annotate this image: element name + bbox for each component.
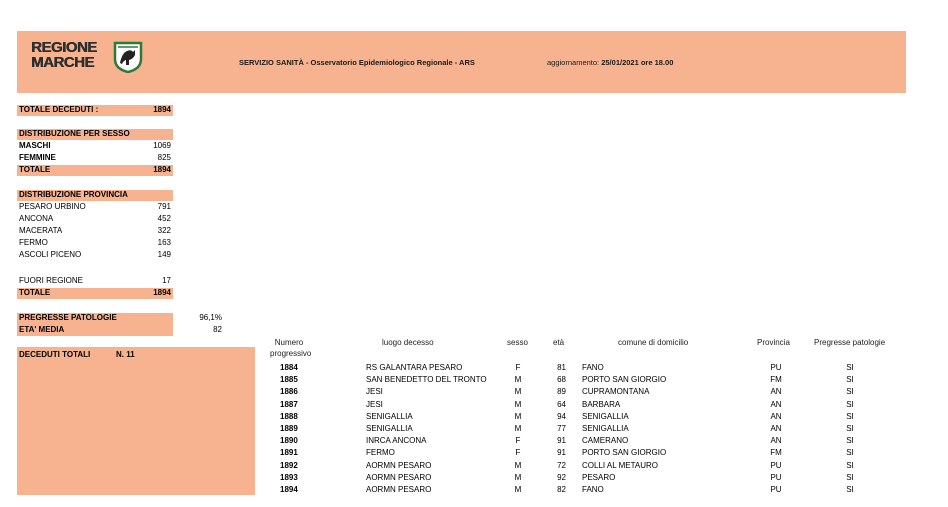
- deceduti-totali-count: N. 11: [116, 350, 135, 359]
- table-row: [250, 399, 910, 411]
- cell-sesso: F: [515, 448, 521, 458]
- provincia-total-value: 1894: [153, 288, 171, 297]
- provincia-row: [17, 214, 173, 225]
- cell-comune: PORTO SAN GIORGIO: [582, 448, 667, 458]
- cell-eta: 91: [557, 436, 566, 446]
- totale-deceduti-label: TOTALE DECEDUTI :: [19, 105, 99, 114]
- cell-comune: PORTO SAN GIORGIO: [582, 375, 667, 385]
- col-header-provincia: Provincia: [757, 338, 790, 347]
- provincia-label: ASCOLI PICENO: [19, 250, 82, 259]
- cell-sesso: M: [514, 375, 522, 385]
- cell-patologie: SI: [846, 460, 854, 470]
- provincia-row: [17, 202, 173, 213]
- cell-sesso: F: [515, 436, 521, 446]
- cell-luogo: SAN BENEDETTO DEL TRONTO: [366, 375, 487, 385]
- cell-sesso: F: [515, 363, 521, 372]
- sesso-title: DISTRIBUZIONE PER SESSO: [19, 129, 130, 138]
- col-header-sesso: sesso: [507, 338, 528, 347]
- cell-eta: 89: [557, 387, 566, 397]
- totale-deceduti-row: [17, 105, 173, 116]
- cell-luogo: SENIGALLIA: [366, 424, 413, 433]
- provincia-row: [17, 226, 173, 237]
- cell-provincia: PU: [770, 472, 782, 482]
- cell-sesso: M: [514, 472, 522, 482]
- cell-comune: CUPRAMONTANA: [582, 387, 650, 397]
- cell-luogo: AORMN PESARO: [366, 460, 432, 470]
- table-row: [250, 374, 910, 386]
- deceduti-totali-label: DECEDUTI TOTALI: [19, 350, 91, 359]
- fuori-regione-row: [17, 276, 173, 287]
- cell-sesso: M: [514, 411, 522, 421]
- cell-provincia: PU: [770, 460, 782, 470]
- patologie-label: PREGRESSE PATOLOGIE: [19, 313, 117, 322]
- cell-luogo: SENIGALLIA: [366, 411, 413, 421]
- cell-numero: 1893: [280, 472, 298, 482]
- cell-comune: FANO: [582, 485, 604, 494]
- provincia-label: ANCONA: [19, 214, 54, 223]
- provincia-row: [17, 238, 173, 249]
- sesso-total-row: [17, 165, 173, 176]
- cell-comune: COLLI AL METAURO: [582, 460, 659, 470]
- update-info: [547, 58, 673, 67]
- cell-provincia: AN: [770, 399, 782, 409]
- cell-patologie: SI: [846, 375, 854, 385]
- cell-numero: 1889: [280, 424, 298, 433]
- sesso-value: 825: [157, 153, 171, 162]
- table-row: [250, 460, 910, 472]
- table-row: [250, 435, 910, 447]
- sesso-value: 1069: [153, 141, 171, 150]
- header-banner: [17, 31, 906, 93]
- col-header-numero: [270, 337, 312, 359]
- logo-line-2: MARCHE: [31, 54, 94, 71]
- cell-provincia: PU: [770, 485, 782, 494]
- cell-luogo: FERMO: [366, 448, 395, 458]
- cell-numero: 1885: [280, 375, 298, 385]
- cell-luogo: RS GALANTARA PESARO: [366, 363, 463, 372]
- provincia-row: [17, 250, 173, 261]
- table-row: [250, 447, 910, 459]
- cell-eta: 81: [557, 363, 566, 372]
- cell-provincia: AN: [770, 411, 782, 421]
- cell-numero: 1894: [280, 485, 298, 494]
- cell-sesso: M: [514, 485, 522, 494]
- cell-numero: 1892: [280, 460, 298, 470]
- provincia-total-row: [17, 288, 173, 299]
- provincia-value: 452: [157, 214, 171, 223]
- cell-sesso: M: [514, 387, 522, 397]
- cell-numero: 1888: [280, 411, 298, 421]
- table-row: [250, 386, 910, 398]
- update-value: 25/01/2021 ore 18.00: [601, 58, 674, 67]
- cell-comune: PESARO: [582, 472, 616, 482]
- cell-patologie: SI: [846, 436, 854, 446]
- deceduti-totali-box: [17, 347, 255, 495]
- provincia-value: 149: [157, 250, 171, 259]
- cell-eta: 77: [557, 424, 566, 433]
- update-label: aggiornamento:: [547, 58, 600, 67]
- cell-comune: BARBARA: [582, 399, 621, 409]
- cell-provincia: FM: [770, 375, 782, 385]
- table-row: [250, 472, 910, 484]
- cell-patologie: SI: [846, 448, 854, 458]
- cell-patologie: SI: [846, 472, 854, 482]
- cell-eta: 68: [557, 375, 566, 385]
- cell-luogo: AORMN PESARO: [366, 472, 432, 482]
- cell-patologie: SI: [846, 363, 854, 372]
- cell-numero: 1886: [280, 387, 298, 397]
- regione-marche-logo: [31, 40, 97, 70]
- col-header-eta: età: [553, 338, 565, 347]
- provincia-title: DISTRIBUZIONE PROVINCIA: [19, 190, 128, 199]
- col-header-luogo: luogo decesso: [382, 338, 434, 347]
- sesso-total-value: 1894: [153, 165, 171, 174]
- cell-comune: FANO: [582, 363, 604, 372]
- cell-luogo: JESI: [366, 399, 383, 409]
- cell-eta: 94: [557, 411, 566, 421]
- cell-numero: 1890: [280, 436, 298, 446]
- provincia-total-label: TOTALE: [19, 288, 51, 297]
- fuori-regione-label: FUORI REGIONE: [19, 276, 84, 285]
- eta-media-label: ETA' MEDIA: [19, 325, 65, 334]
- cell-eta: 72: [557, 460, 566, 470]
- sesso-label: MASCHI: [19, 141, 51, 150]
- patologie-value: 96,1%: [199, 313, 222, 322]
- table-row: [250, 362, 910, 374]
- sesso-row: [17, 153, 173, 164]
- cell-provincia: PU: [770, 363, 782, 372]
- sesso-total-label: TOTALE: [19, 165, 51, 174]
- cell-patologie: SI: [846, 411, 854, 421]
- cell-sesso: M: [514, 460, 522, 470]
- cell-comune: CAMERANO: [582, 436, 629, 446]
- cell-sesso: M: [514, 424, 522, 433]
- table-row: [250, 484, 910, 496]
- cell-provincia: AN: [770, 424, 782, 433]
- cell-comune: SENIGALLIA: [582, 411, 629, 421]
- marche-emblem-icon: [113, 41, 143, 73]
- provincia-label: FERMO: [19, 238, 48, 247]
- table-row: [250, 411, 910, 423]
- eta-media-value: 82: [213, 325, 222, 334]
- table-row: [250, 423, 910, 435]
- cell-patologie: SI: [846, 424, 854, 433]
- col-header-comune: comune di domicilio: [618, 338, 689, 347]
- cell-sesso: M: [514, 399, 522, 409]
- cell-comune: SENIGALLIA: [582, 424, 629, 433]
- sesso-row: [17, 141, 173, 152]
- fuori-regione-value: 17: [162, 276, 171, 285]
- col-header-numero-line1: Numero: [274, 338, 304, 347]
- cell-numero: 1891: [280, 448, 298, 458]
- cell-eta: 64: [557, 399, 566, 409]
- provincia-value: 791: [157, 202, 171, 211]
- cell-numero: 1887: [280, 399, 298, 409]
- cell-eta: 92: [557, 472, 566, 482]
- logo-line-1: REGIONE: [31, 39, 97, 56]
- cell-eta: 82: [557, 485, 566, 494]
- provincia-label: PESARO URBINO: [19, 202, 86, 211]
- cell-numero: 1884: [280, 363, 298, 372]
- provincia-label: MACERATA: [19, 226, 63, 235]
- sesso-title-row: [17, 129, 173, 140]
- cell-eta: 91: [557, 448, 566, 458]
- provincia-value: 163: [157, 238, 171, 247]
- cell-patologie: SI: [846, 399, 854, 409]
- provincia-title-row: [17, 190, 173, 201]
- header-title: SERVIZIO SANITÀ - Osservatorio Epidemiologico Regionale - ARS: [239, 58, 475, 67]
- cell-patologie: SI: [846, 387, 854, 397]
- cell-patologie: SI: [846, 485, 854, 494]
- cell-provincia: AN: [770, 436, 782, 446]
- cell-luogo: INRCA ANCONA: [366, 436, 427, 446]
- col-header-patologie: Pregresse patologie: [814, 338, 886, 347]
- col-header-numero-line2: progressivo: [270, 349, 312, 358]
- totale-deceduti-value: 1894: [153, 105, 171, 114]
- provincia-value: 322: [157, 226, 171, 235]
- cell-luogo: JESI: [366, 387, 383, 397]
- cell-provincia: AN: [770, 387, 782, 397]
- cell-luogo: AORMN PESARO: [366, 485, 432, 494]
- cell-provincia: FM: [770, 448, 782, 458]
- sesso-label: FEMMINE: [19, 153, 56, 162]
